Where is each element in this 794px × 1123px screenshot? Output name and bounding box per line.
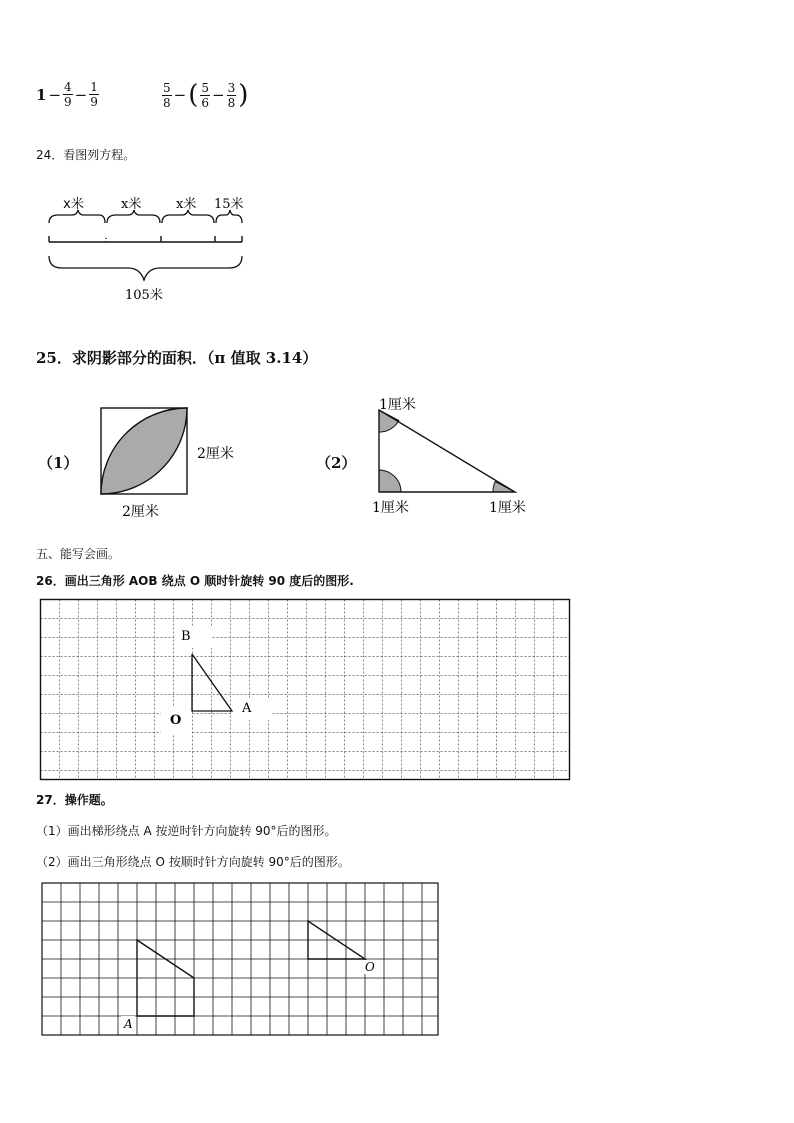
right-triangle [379,410,515,492]
denominator: 9 [64,95,72,109]
fraction [200,81,210,110]
bottom-right-label: 1厘米 [489,500,526,516]
q25-title: 25．求阴影部分的面积．（π 值取 3.14） [36,349,318,367]
shaded-sector-bottom-left [379,470,401,492]
point-A-label: A [124,1017,133,1031]
expression-2 [162,80,248,110]
q27-sub2: （2）画出三角形绕点 O 按顺时针方向旋转 90°后的图形。 [36,855,350,869]
section5-title: 五、能写会画。 [36,547,121,561]
shaded-leaf [101,408,187,494]
q26-grid [39,598,571,783]
q24-title: 24．看图列方程。 [36,148,136,162]
expr1-op1: − [48,85,62,104]
solid-grid [42,883,438,1035]
brace-total [49,256,242,280]
denominator: 6 [201,95,210,110]
q25-figure-1 [95,400,255,525]
fraction [227,81,237,110]
fraction [162,81,172,110]
seg3-label: x米 [176,197,197,212]
numerator: 3 [227,80,236,95]
top-label: 1厘米 [379,397,416,413]
numerator: 4 [64,80,72,94]
point-A-label: A [242,701,252,716]
seg2-label: x米 [121,197,142,212]
expr1-op2: − [74,85,88,104]
grid-border [41,600,570,780]
expr2-op1: − [173,86,187,104]
q25-part1-label: （1） [38,454,79,472]
q25-figure-2 [370,392,550,522]
numerator: 5 [163,80,171,95]
seg1-label: x米 [63,197,84,212]
right-paren: ) [238,80,249,110]
brace-seg2 [107,210,160,223]
brace-seg1 [49,210,105,223]
q25-part2-label: （2） [316,454,357,472]
fraction [63,80,73,109]
point-B-label: B [181,629,191,644]
bottom-label: 2厘米 [122,504,159,520]
expr2-op2: − [212,86,225,104]
point-O-label: O [170,713,182,728]
q24-segment-diagram [36,190,256,305]
dashed-grid [41,600,570,780]
seg4-label: 15米 [214,197,244,212]
denominator: 8 [227,95,236,110]
q27-grid [41,882,441,1038]
left-paren: ( [188,80,199,110]
expression-1 [36,80,99,109]
denominator: 9 [90,95,98,109]
bottom-left-label: 1厘米 [372,500,409,516]
brace-seg3 [162,210,214,223]
shaded-sector-top [379,410,399,432]
q27-sub1: （1）画出梯形绕点 A 按逆时针方向旋转 90°后的图形。 [36,824,337,838]
expr1-lead: 1 [36,85,47,104]
fraction [89,80,99,109]
triangle-AOB [192,654,232,711]
q27-title: 27．操作题。 [36,793,113,807]
total-label: 105米 [125,288,163,303]
q26-title: 26．画出三角形 AOB 绕点 O 顺时针旋转 90 度后的图形. [36,574,354,588]
denominator: 8 [163,95,171,110]
side-label: 2厘米 [197,446,234,462]
numerator: 5 [201,80,210,95]
numerator: 1 [90,80,98,94]
point-O-label: O [365,960,375,974]
label-mask [174,626,212,648]
